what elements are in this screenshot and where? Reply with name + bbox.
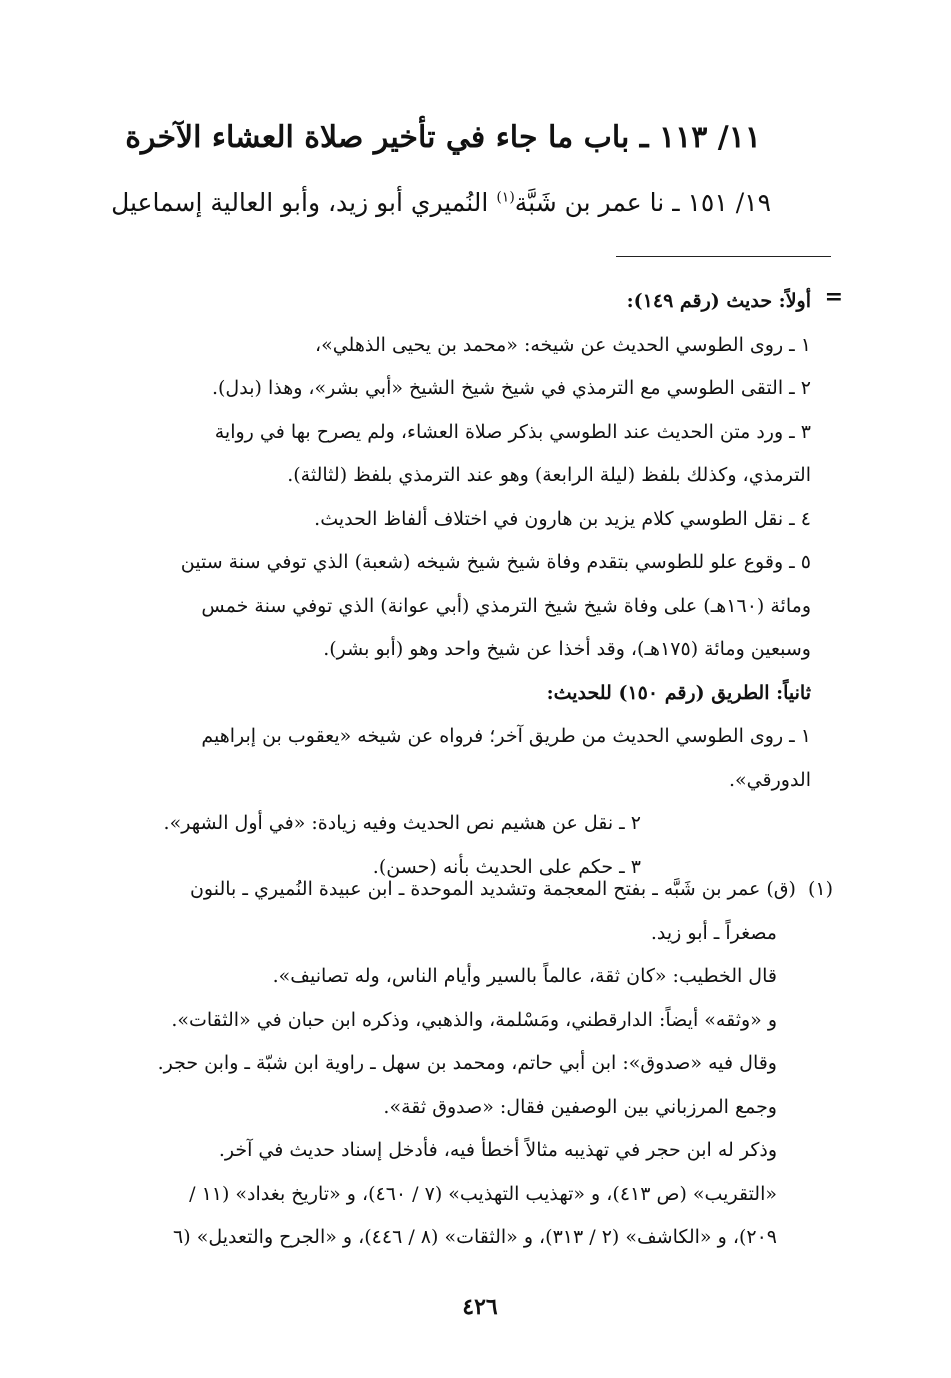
notes-heading: ثانياً: الطريق (رقم ١٥٠) للحديث: <box>546 681 811 704</box>
notes-line: ٤ ـ نقل الطوسي كلام يزيد بن هارون في اختلاف ألفاظ الحديث. <box>314 507 811 530</box>
footnote-line <box>111 999 833 1043</box>
notes-line: ٢ ـ التقى الطوسي مع الترمذي في شيخ شيخ الشيخ «أبي بشر»، وهذا (بدل). <box>211 377 811 399</box>
hadith-prefix: ١٩/ ١٥١ ـ نا عمر بن شَبَّة <box>514 188 771 217</box>
notes-line: ٣ ـ حكم على الحديث بأنه (حسن). <box>372 855 641 878</box>
footnote-reference[interactable]: (١) <box>496 189 515 206</box>
commentary-notes <box>111 280 811 889</box>
footnote-text: «التقريب» (ص ٤١٣)، و «تهذيب التهذيب» (٧ / ٤٦٠)، و «تاريخ بغداد» (١١ / <box>189 1182 777 1205</box>
notes-line: ٥ ـ وقوع علو للطوسي بتقدم وفاة شيخ شيخ شيخه (شعبة) الذي توفي سنة ستين <box>180 551 811 573</box>
notes-line: وسبعين ومائة (١٧٥هـ)، وقد أخذا عن شيخ واحد وهو (أبو بشر). <box>323 638 811 660</box>
footnote-text: وذكر له ابن حجر في تهذيبه مثالاً أخطأ فيه، فأدخل إسناد حديث في آخر. <box>218 1139 777 1161</box>
footnote-line <box>111 868 833 912</box>
notes-line: ومائة (١٦٠هـ) على وفاة شيخ شيخ الترمذي (أبي عوانة) الذي توفي سنة خمس <box>201 594 811 617</box>
footnote-line <box>111 1086 833 1130</box>
footnote-line <box>111 1042 833 1086</box>
footnote-text: وجمع المرزباني بين الوصفين فقال: «صدوق ثقة». <box>383 1095 777 1118</box>
notes-line: ٣ ـ ورد متن الحديث عند الطوسي بذكر صلاة العشاء، ولم يصرح بها في رواية <box>214 420 811 443</box>
footnote-text: مصغراً ـ أبو زيد. <box>650 921 777 944</box>
footnote-line <box>111 912 833 956</box>
page-number: ٤٢٦ <box>462 1294 498 1320</box>
footnote-line <box>111 955 833 999</box>
separator-rule <box>616 256 831 257</box>
footnote-block <box>111 868 833 1260</box>
footnote-line <box>111 1173 833 1217</box>
footnote-text: وقال فيه «صدوق»: ابن أبي حاتم، ومحمد بن سهل ـ راوية ابن شبّة ـ وابن حجر. <box>157 1052 777 1074</box>
notes-line: ٢ ـ نقل عن هشيم نص الحديث وفيه زيادة: «في أول الشهر». <box>163 812 641 834</box>
notes-heading: أولاً: حديث (رقم ١٤٩): <box>626 290 811 312</box>
continuation-marker: = <box>824 284 843 310</box>
footnote-text: ٢٠٩)، و «الكاشف» (٢ / ٣١٣)، و «الثقات» (٨ / ٤٤٦)، و «الجرح والتعديل» (٦ <box>173 1226 777 1248</box>
footnote-text: و «وثقه» أيضاً: الدارقطني، ومَسْلمة، والذهبي، وذكره ابن حبان في «الثقات». <box>171 1008 777 1031</box>
hadith-suffix: النُميري أبو زيد، وأبو العالية إسماعيل <box>111 188 497 217</box>
notes-line: ١ ـ روى الطوسي الحديث عن شيخه: «محمد بن يحيى الذهلي»، <box>314 333 811 356</box>
notes-line: ١ ـ روى الطوسي الحديث من طريق آخر؛ فرواه عن شيخه «يعقوب بن إبراهيم <box>201 725 811 747</box>
footnote-marker: (١) <box>807 878 833 900</box>
footnote-text: قال الخطيب: «كان ثقة، عالماً بالسير وأيام الناس، وله تصانيف». <box>272 965 777 987</box>
footnote-line <box>111 1129 833 1173</box>
notes-line: الدورقي». <box>729 768 811 791</box>
footnote-line <box>111 1216 833 1260</box>
notes-line: الترمذي، وكذلك بلفظ (ليلة الرابعة) وهو عند الترمذي بلفظ (لثالثة). <box>287 464 811 486</box>
hadith-chain-line <box>101 188 771 217</box>
chapter-title: ١١/ ١١٣ ـ باب ما جاء في تأخير صلاة العشاء الآخرة <box>125 120 761 155</box>
footnote-text: (ق) عمر بن شَبَّه ـ بفتح المعجمة وتشديد الموحدة ـ ابن عبيدة النُميري ـ بالنون <box>189 878 796 900</box>
